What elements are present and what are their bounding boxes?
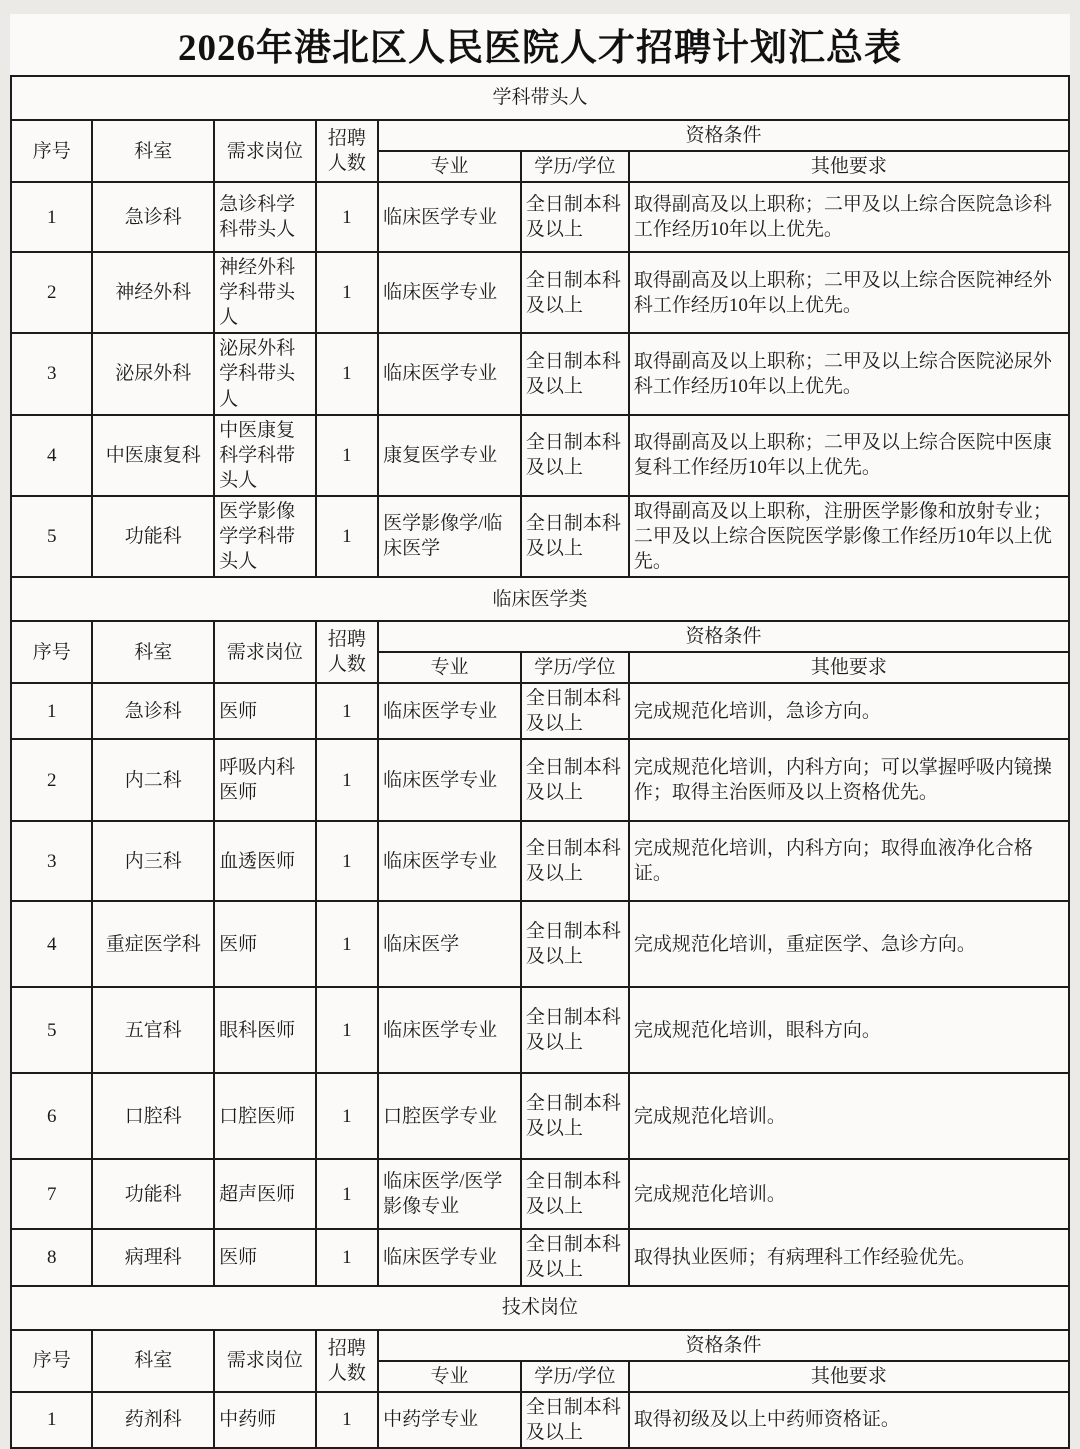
table-row: [11, 1229, 1069, 1285]
cell-renshu: 1: [316, 739, 378, 821]
cell-zhuanye: 临床医学专业: [378, 987, 521, 1073]
table-row: [11, 1159, 1069, 1229]
cell-zhuanye: 临床医学专业: [378, 333, 521, 414]
cell-zhuanye: 医学影像学/临床医学: [378, 496, 521, 577]
table-row: [11, 496, 1069, 577]
cell-qita: 完成规范化培训，内科方向；取得血液净化合格证。: [629, 821, 1069, 901]
cell-qita: 取得副高及以上职称；二甲及以上综合医院急诊科工作经历10年以上优先。: [629, 182, 1069, 252]
col-header-renshu: 招聘人数: [316, 120, 378, 182]
cell-gangwei: 呼吸内科医师: [214, 739, 316, 821]
cell-gangwei: 中医康复科学科带头人: [214, 415, 316, 496]
cell-xueli: 全日制本科及以上: [521, 182, 629, 252]
cell-keshi: 内三科: [92, 821, 214, 901]
col-header-gangwei: 需求岗位: [214, 120, 316, 182]
header-row: [11, 1330, 1069, 1361]
cell-qita: 完成规范化培训。: [629, 1159, 1069, 1229]
cell-xueli: 全日制本科及以上: [521, 252, 629, 333]
cell-renshu: 1: [316, 821, 378, 901]
col-header-xueli: 学历/学位: [521, 652, 629, 683]
cell-renshu: 1: [316, 1392, 378, 1448]
cell-zhuanye: 临床医学/医学影像专业: [378, 1159, 521, 1229]
col-header-xueli: 学历/学位: [521, 1361, 629, 1392]
cell-zhuanye: 临床医学专业: [378, 821, 521, 901]
cell-xuhao: 2: [11, 739, 92, 821]
cell-xuhao: 5: [11, 496, 92, 577]
cell-qita: 完成规范化培训，急诊方向。: [629, 683, 1069, 739]
cell-keshi: 神经外科: [92, 252, 214, 333]
cell-qita: 完成规范化培训，内科方向；可以掌握呼吸内镜操作；取得主治医师及以上资格优先。: [629, 739, 1069, 821]
cell-xuhao: 2: [11, 252, 92, 333]
cell-xuhao: 1: [11, 1392, 92, 1448]
col-header-keshi: 科室: [92, 621, 214, 683]
section-title-row: [11, 76, 1069, 120]
cell-xueli: 全日制本科及以上: [521, 333, 629, 414]
cell-xuhao: 4: [11, 901, 92, 987]
col-header-zhuanye: 专业: [378, 1361, 521, 1392]
cell-gangwei: 急诊科学科带头人: [214, 182, 316, 252]
cell-zhuanye: 中药学专业: [378, 1392, 521, 1448]
col-header-zige: 资格条件: [378, 1330, 1069, 1361]
cell-qita: 完成规范化培训，重症医学、急诊方向。: [629, 901, 1069, 987]
col-header-qita: 其他要求: [629, 652, 1069, 683]
cell-gangwei: 眼科医师: [214, 987, 316, 1073]
cell-gangwei: 超声医师: [214, 1159, 316, 1229]
col-header-renshu: 招聘人数: [316, 1330, 378, 1392]
header-row: [11, 120, 1069, 151]
col-header-zhuanye: 专业: [378, 151, 521, 182]
cell-zhuanye: 临床医学专业: [378, 252, 521, 333]
cell-zhuanye: 口腔医学专业: [378, 1073, 521, 1159]
cell-xueli: 全日制本科及以上: [521, 1392, 629, 1448]
cell-keshi: 口腔科: [92, 1073, 214, 1159]
col-header-keshi: 科室: [92, 120, 214, 182]
cell-gangwei: 神经外科学科带头人: [214, 252, 316, 333]
col-header-zhuanye: 专业: [378, 652, 521, 683]
cell-xueli: 全日制本科及以上: [521, 901, 629, 987]
section-title: 技术岗位: [11, 1286, 1069, 1330]
cell-renshu: 1: [316, 683, 378, 739]
col-header-renshu: 招聘人数: [316, 621, 378, 683]
table-row: [11, 415, 1069, 496]
cell-keshi: 病理科: [92, 1229, 214, 1285]
table-row: [11, 739, 1069, 821]
table-row: [11, 1392, 1069, 1448]
table-row: [11, 182, 1069, 252]
cell-qita: 取得副高及以上职称；二甲及以上综合医院神经外科工作经历10年以上优先。: [629, 252, 1069, 333]
cell-gangwei: 医师: [214, 901, 316, 987]
cell-xueli: 全日制本科及以上: [521, 821, 629, 901]
cell-qita: 取得副高及以上职称；二甲及以上综合医院中医康复科工作经历10年以上优先。: [629, 415, 1069, 496]
cell-keshi: 功能科: [92, 496, 214, 577]
col-header-gangwei: 需求岗位: [214, 621, 316, 683]
cell-xueli: 全日制本科及以上: [521, 683, 629, 739]
table-row: [11, 821, 1069, 901]
cell-keshi: 五官科: [92, 987, 214, 1073]
table-row: [11, 683, 1069, 739]
cell-gangwei: 血透医师: [214, 821, 316, 901]
cell-qita: 完成规范化培训。: [629, 1073, 1069, 1159]
cell-renshu: 1: [316, 252, 378, 333]
cell-qita: 取得初级及以上中药师资格证。: [629, 1392, 1069, 1448]
table-row: [11, 987, 1069, 1073]
cell-keshi: 急诊科: [92, 683, 214, 739]
col-header-xuhao: 序号: [11, 1330, 92, 1392]
cell-renshu: 1: [316, 1073, 378, 1159]
col-header-qita: 其他要求: [629, 151, 1069, 182]
cell-gangwei: 医师: [214, 1229, 316, 1285]
col-header-xuhao: 序号: [11, 621, 92, 683]
cell-keshi: 中医康复科: [92, 415, 214, 496]
cell-qita: 取得副高及以上职称，注册医学影像和放射专业；二甲及以上综合医院医学影像工作经历10年以上优先。: [629, 496, 1069, 577]
cell-xuhao: 4: [11, 415, 92, 496]
cell-qita: 取得执业医师；有病理科工作经验优先。: [629, 1229, 1069, 1285]
cell-zhuanye: 临床医学专业: [378, 683, 521, 739]
cell-xueli: 全日制本科及以上: [521, 739, 629, 821]
section-title-row: [11, 1286, 1069, 1330]
cell-renshu: 1: [316, 987, 378, 1073]
col-header-xueli: 学历/学位: [521, 151, 629, 182]
cell-xuhao: 3: [11, 333, 92, 414]
cell-qita: 取得副高及以上职称；二甲及以上综合医院泌尿外科工作经历10年以上优先。: [629, 333, 1069, 414]
cell-gangwei: 中药师: [214, 1392, 316, 1448]
cell-xueli: 全日制本科及以上: [521, 1159, 629, 1229]
col-header-keshi: 科室: [92, 1330, 214, 1392]
header-row: [11, 621, 1069, 652]
table-row: [11, 252, 1069, 333]
cell-keshi: 重症医学科: [92, 901, 214, 987]
table-row: [11, 1073, 1069, 1159]
cell-renshu: 1: [316, 901, 378, 987]
section-title: 临床医学类: [11, 577, 1069, 621]
cell-renshu: 1: [316, 1159, 378, 1229]
cell-renshu: 1: [316, 415, 378, 496]
cell-xuhao: 1: [11, 182, 92, 252]
cell-zhuanye: 临床医学专业: [378, 1229, 521, 1285]
cell-keshi: 急诊科: [92, 182, 214, 252]
cell-renshu: 1: [316, 1229, 378, 1285]
recruitment-table: [10, 75, 1070, 1449]
col-header-qita: 其他要求: [629, 1361, 1069, 1392]
section-title-row: [11, 577, 1069, 621]
cell-xueli: 全日制本科及以上: [521, 415, 629, 496]
cell-xuhao: 1: [11, 683, 92, 739]
cell-renshu: 1: [316, 182, 378, 252]
cell-renshu: 1: [316, 333, 378, 414]
document-sheet: [10, 14, 1070, 1449]
cell-zhuanye: 临床医学专业: [378, 182, 521, 252]
cell-xuhao: 8: [11, 1229, 92, 1285]
cell-keshi: 药剂科: [92, 1392, 214, 1448]
col-header-gangwei: 需求岗位: [214, 1330, 316, 1392]
cell-xuhao: 3: [11, 821, 92, 901]
cell-gangwei: 泌尿外科学科带头人: [214, 333, 316, 414]
cell-keshi: 内二科: [92, 739, 214, 821]
col-header-zige: 资格条件: [378, 621, 1069, 652]
cell-xueli: 全日制本科及以上: [521, 1073, 629, 1159]
cell-xueli: 全日制本科及以上: [521, 1229, 629, 1285]
table-row: [11, 901, 1069, 987]
page-title: 2026年港北区人民医院人才招聘计划汇总表: [10, 14, 1070, 75]
cell-qita: 完成规范化培训，眼科方向。: [629, 987, 1069, 1073]
table-row: [11, 333, 1069, 414]
cell-renshu: 1: [316, 496, 378, 577]
cell-zhuanye: 临床医学专业: [378, 739, 521, 821]
cell-gangwei: 医师: [214, 683, 316, 739]
cell-xuhao: 5: [11, 987, 92, 1073]
cell-xuhao: 6: [11, 1073, 92, 1159]
cell-keshi: 泌尿外科: [92, 333, 214, 414]
cell-gangwei: 医学影像学学科带头人: [214, 496, 316, 577]
col-header-xuhao: 序号: [11, 120, 92, 182]
cell-zhuanye: 康复医学专业: [378, 415, 521, 496]
cell-keshi: 功能科: [92, 1159, 214, 1229]
cell-xueli: 全日制本科及以上: [521, 496, 629, 577]
col-header-zige: 资格条件: [378, 120, 1069, 151]
section-title: 学科带头人: [11, 76, 1069, 120]
cell-xuhao: 7: [11, 1159, 92, 1229]
cell-gangwei: 口腔医师: [214, 1073, 316, 1159]
cell-xueli: 全日制本科及以上: [521, 987, 629, 1073]
cell-zhuanye: 临床医学: [378, 901, 521, 987]
